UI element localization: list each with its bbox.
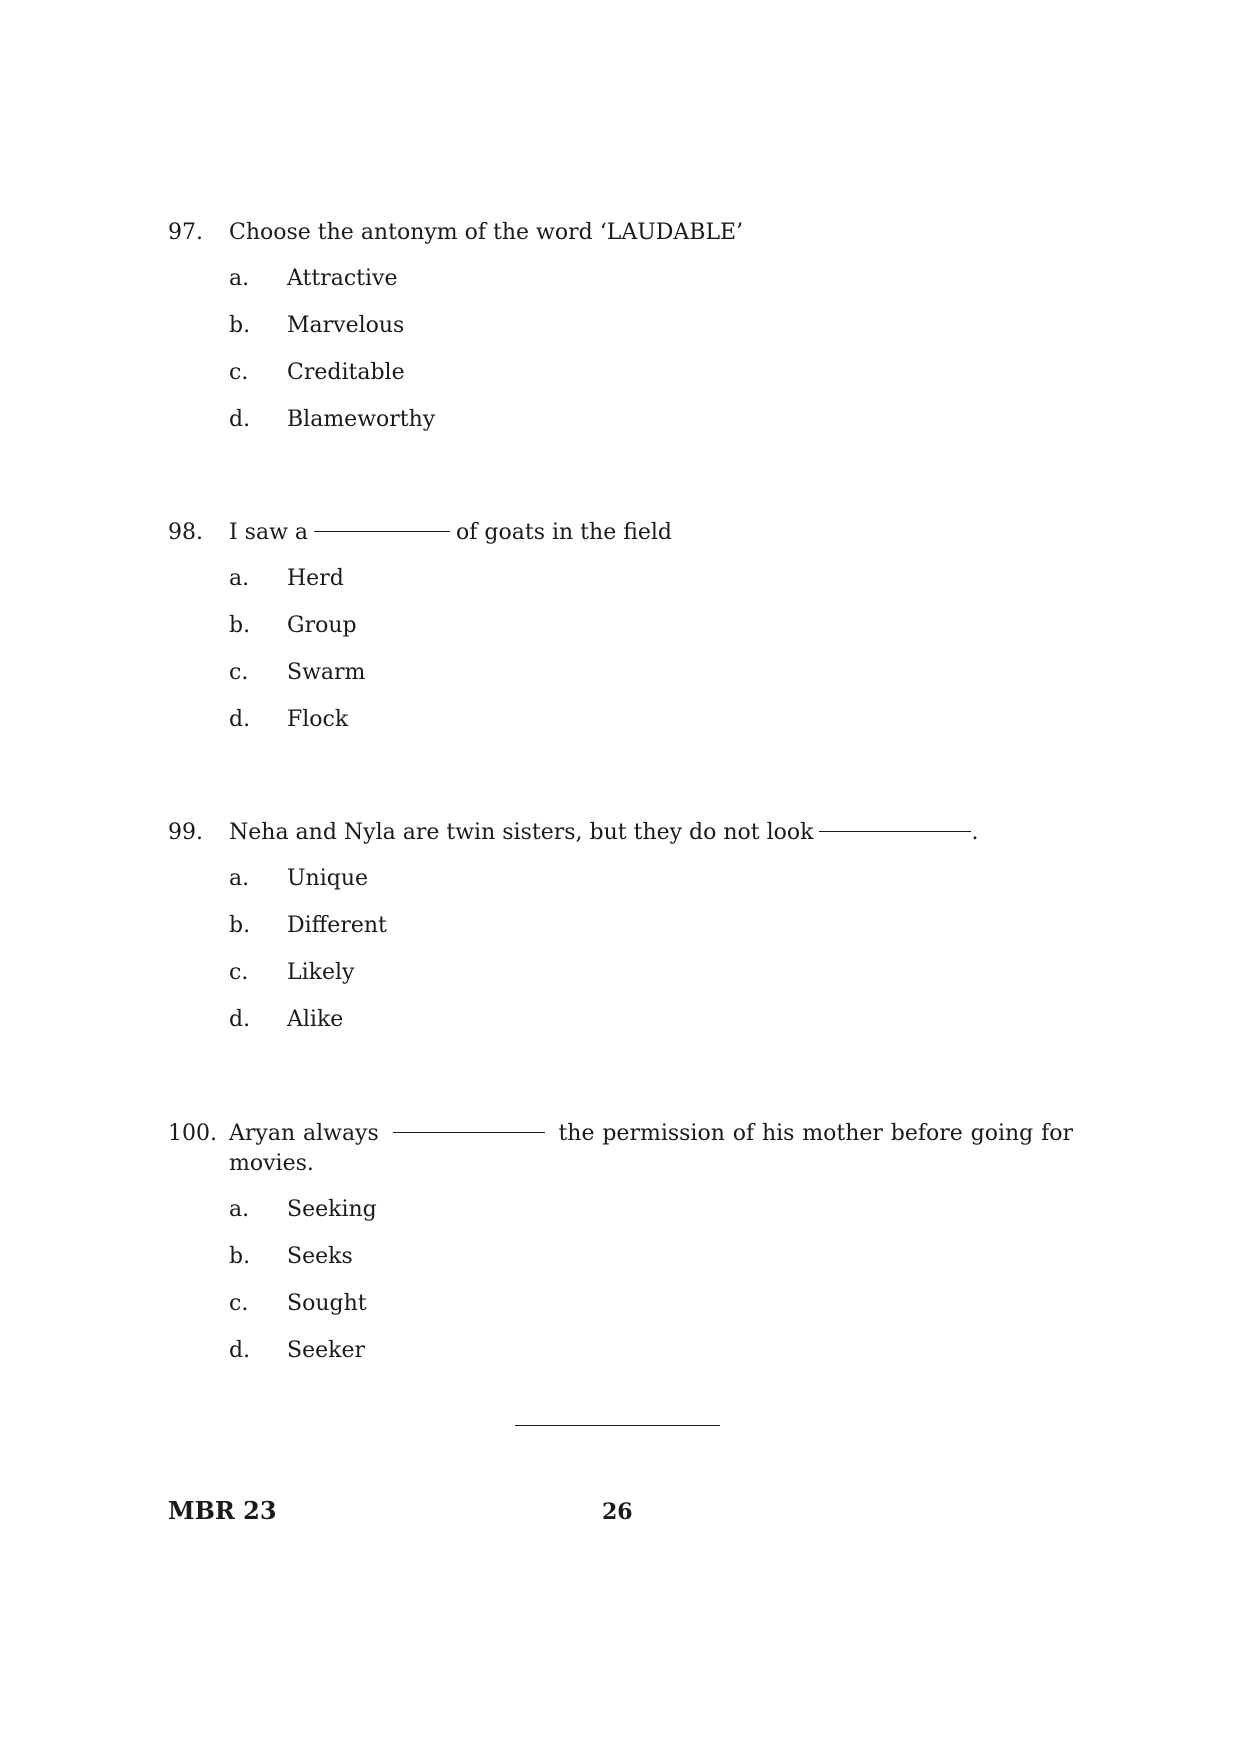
option-d bbox=[229, 705, 1073, 752]
option-text: Creditable bbox=[287, 360, 405, 385]
option-c bbox=[229, 1289, 1073, 1336]
option-text: Unique bbox=[287, 866, 369, 891]
paper-code: MBR 23 bbox=[168, 1496, 277, 1525]
option-text: Likely bbox=[287, 960, 355, 985]
option-a bbox=[229, 264, 1073, 311]
option-a bbox=[229, 564, 1073, 611]
option-letter: a. bbox=[229, 566, 250, 591]
option-letter: b. bbox=[229, 913, 251, 938]
question-100 bbox=[168, 1119, 1073, 1383]
question-text-continued: movies. bbox=[229, 1151, 314, 1176]
option-text: Seeker bbox=[287, 1338, 365, 1363]
option-text: Blameworthy bbox=[287, 407, 436, 432]
fill-in-blank bbox=[393, 1132, 545, 1133]
option-d bbox=[229, 1005, 1073, 1052]
option-text: Swarm bbox=[287, 660, 366, 685]
option-text: Herd bbox=[287, 566, 344, 591]
option-a bbox=[229, 864, 1073, 911]
option-text: Marvelous bbox=[287, 313, 405, 338]
question-text bbox=[229, 1119, 1073, 1179]
option-letter: a. bbox=[229, 1197, 250, 1222]
option-a bbox=[229, 1195, 1073, 1242]
option-text: Different bbox=[287, 913, 387, 938]
question-text-line bbox=[229, 1119, 1073, 1149]
question-stem bbox=[168, 218, 1073, 248]
page-number: 26 bbox=[602, 1499, 633, 1525]
option-text: Alike bbox=[287, 1007, 344, 1032]
option-letter: d. bbox=[229, 1007, 251, 1032]
question-text-after: . bbox=[971, 820, 979, 845]
option-letter: a. bbox=[229, 266, 250, 291]
option-letter: a. bbox=[229, 866, 250, 891]
option-letter: b. bbox=[229, 313, 251, 338]
options-list bbox=[168, 1195, 1073, 1383]
question-98 bbox=[168, 518, 1073, 752]
options-list bbox=[168, 264, 1073, 452]
options-list bbox=[168, 564, 1073, 752]
question-stem bbox=[168, 1119, 1073, 1179]
option-letter: b. bbox=[229, 613, 251, 638]
question-97 bbox=[168, 218, 1073, 452]
question-text-before: I saw a bbox=[229, 520, 309, 545]
question-number: 100. bbox=[168, 1121, 217, 1146]
option-text: Seeks bbox=[287, 1244, 353, 1269]
question-99 bbox=[168, 818, 1073, 1052]
option-d bbox=[229, 405, 1073, 452]
option-c bbox=[229, 358, 1073, 405]
option-text: Attractive bbox=[287, 266, 398, 291]
option-b bbox=[229, 311, 1073, 358]
option-b bbox=[229, 611, 1073, 658]
option-b bbox=[229, 911, 1073, 958]
question-text bbox=[229, 818, 1073, 848]
fill-in-blank bbox=[314, 531, 450, 532]
question-number: 97. bbox=[168, 220, 203, 245]
end-of-section-divider bbox=[515, 1425, 720, 1426]
option-c bbox=[229, 958, 1073, 1005]
option-text: Group bbox=[287, 613, 357, 638]
question-number: 99. bbox=[168, 820, 203, 845]
option-letter: d. bbox=[229, 407, 251, 432]
question-number: 98. bbox=[168, 520, 203, 545]
option-text: Flock bbox=[287, 707, 349, 732]
option-letter: c. bbox=[229, 360, 249, 385]
option-letter: b. bbox=[229, 1244, 251, 1269]
option-letter: c. bbox=[229, 660, 249, 685]
question-text-before: Aryan always bbox=[229, 1121, 379, 1146]
option-letter: d. bbox=[229, 707, 251, 732]
fill-in-blank bbox=[819, 831, 971, 832]
option-text: Sought bbox=[287, 1291, 367, 1316]
option-letter: c. bbox=[229, 1291, 249, 1316]
question-text-before: Neha and Nyla are twin sisters, but they do not look bbox=[229, 820, 814, 845]
option-text: Seeking bbox=[287, 1197, 377, 1222]
option-b bbox=[229, 1242, 1073, 1289]
option-letter: c. bbox=[229, 960, 249, 985]
question-text-after: the permission of his mother before going for bbox=[558, 1121, 1073, 1146]
question-text bbox=[229, 518, 1073, 548]
question-text: Choose the antonym of the word ‘LAUDABLE’ bbox=[229, 220, 744, 245]
question-stem bbox=[168, 518, 1073, 548]
option-letter: d. bbox=[229, 1338, 251, 1363]
question-text-after: of goats in the field bbox=[456, 520, 673, 545]
option-d bbox=[229, 1336, 1073, 1383]
option-c bbox=[229, 658, 1073, 705]
question-stem bbox=[168, 818, 1073, 848]
options-list bbox=[168, 864, 1073, 1052]
